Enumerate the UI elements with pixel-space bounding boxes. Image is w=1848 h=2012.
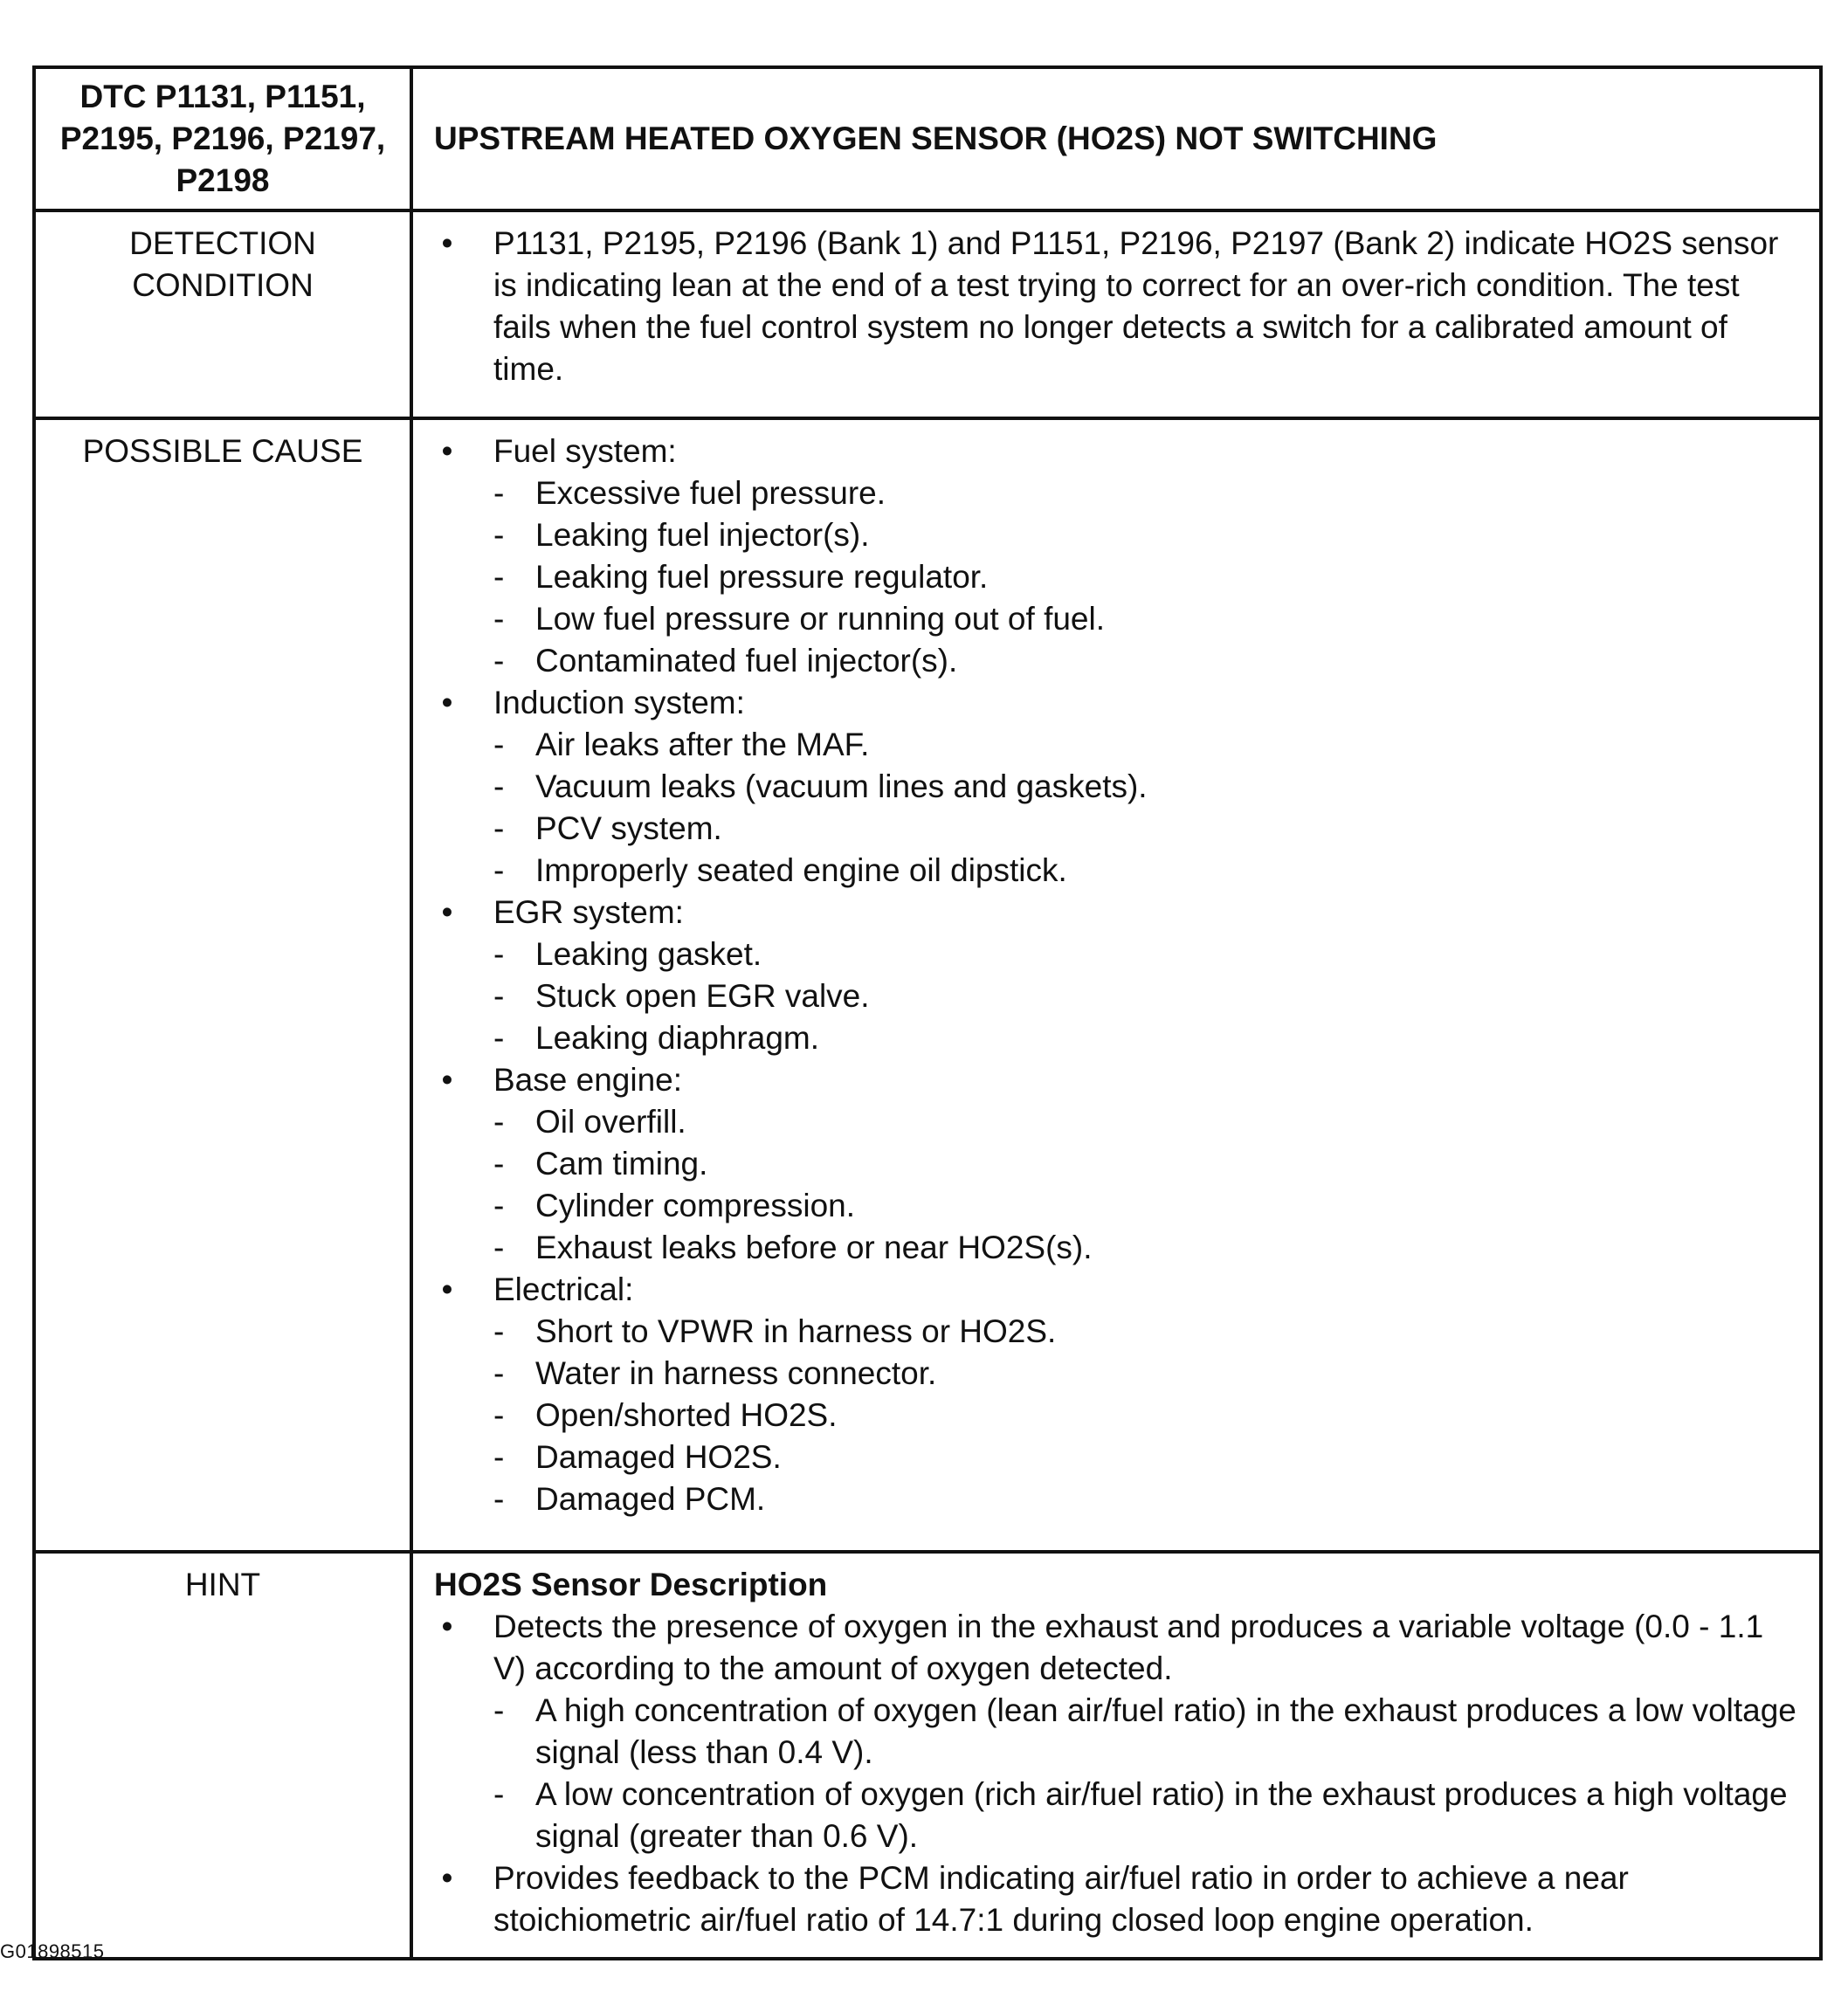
dash-icon: - <box>493 810 505 846</box>
hint-bullet-text: Provides feedback to the PCM indicating air/fuel ratio in order to achieve a near stoichiometric air/fuel ratio of 14.7:1 during closed loop engine operation. <box>493 1860 1629 1938</box>
cause-item <box>434 1478 1798 1520</box>
cause-item <box>434 934 1798 975</box>
cause-group-title: Induction system: <box>493 685 745 720</box>
cause-item-text: Improperly seated engine oil dipstick. <box>535 852 1067 888</box>
cause-item <box>434 556 1798 598</box>
cause-item-text: Low fuel pressure or running out of fuel. <box>535 601 1105 637</box>
dash-icon: - <box>493 1020 505 1056</box>
cause-group-title: Electrical: <box>493 1271 634 1307</box>
cause-item <box>434 724 1798 766</box>
cause-item <box>434 1101 1798 1143</box>
cause-item-text: Exhaust leaks before or near HO2S(s). <box>535 1230 1093 1265</box>
cause-item <box>434 850 1798 892</box>
possible-cause-content <box>411 418 1821 1552</box>
cause-item-text: Open/shorted HO2S. <box>535 1397 838 1433</box>
cause-item-text: Oil overfill. <box>535 1104 686 1140</box>
possible-cause-row <box>34 418 1821 1552</box>
cause-item-text: PCV system. <box>535 810 722 846</box>
cause-item-text: Contaminated fuel injector(s). <box>535 643 958 679</box>
dash-icon: - <box>493 1355 505 1391</box>
dash-icon: - <box>493 727 505 762</box>
cause-item-text: Damaged HO2S. <box>535 1439 782 1475</box>
dash-icon: - <box>493 1146 505 1182</box>
cause-item-text: Excessive fuel pressure. <box>535 475 886 511</box>
bullet-icon: • <box>441 1860 453 1896</box>
cause-item <box>434 1017 1798 1059</box>
dtc-codes-cell: DTC P1131, P1151, P2195, P2196, P2197, P2198 <box>34 67 411 210</box>
cause-item-text: Water in harness connector. <box>535 1355 937 1391</box>
cause-item <box>434 640 1798 682</box>
bullet-icon: • <box>441 1062 453 1098</box>
detection-row <box>34 210 1821 418</box>
cause-item-text: Vacuum leaks (vacuum lines and gaskets). <box>535 768 1148 804</box>
cause-item-text: Cam timing. <box>535 1146 708 1182</box>
cause-item-text: Damaged PCM. <box>535 1481 766 1517</box>
dash-icon: - <box>493 1397 505 1433</box>
cause-item <box>434 975 1798 1017</box>
hint-content <box>411 1552 1821 1959</box>
bullet-icon: • <box>441 685 453 720</box>
cause-item <box>434 598 1798 640</box>
cause-group <box>434 892 1798 934</box>
cause-item <box>434 1227 1798 1269</box>
cause-item-text: Leaking diaphragm. <box>535 1020 819 1056</box>
figure-code: G01898515 <box>0 1940 105 1962</box>
cause-item <box>434 1395 1798 1437</box>
dash-icon: - <box>493 1313 505 1349</box>
dash-icon: - <box>493 517 505 553</box>
cause-group <box>434 682 1798 724</box>
hint-bullet-text: Detects the presence of oxygen in the exhaust and produces a variable voltage (0.0 - 1.1 V) according to the amount of oxygen detected. <box>493 1609 1764 1686</box>
hint-row <box>34 1552 1821 1959</box>
cause-item <box>434 514 1798 556</box>
dash-icon: - <box>493 1692 505 1728</box>
dash-icon: - <box>493 1439 505 1475</box>
hint-bullet <box>434 1857 1798 1941</box>
cause-group <box>434 431 1798 472</box>
cause-item-text: Cylinder compression. <box>535 1188 856 1223</box>
cause-item <box>434 1185 1798 1227</box>
bullet-icon: • <box>441 1271 453 1307</box>
bullet-icon: • <box>441 433 453 469</box>
dash-icon: - <box>493 559 505 595</box>
cause-group <box>434 1269 1798 1311</box>
dash-icon: - <box>493 643 505 679</box>
cause-group-title: Fuel system: <box>493 433 677 469</box>
header-row <box>34 67 1821 210</box>
bullet-icon: • <box>441 894 453 930</box>
cause-group-title: Base engine: <box>493 1062 683 1098</box>
dash-icon: - <box>493 1776 505 1812</box>
cause-item <box>434 808 1798 850</box>
dash-icon: - <box>493 978 505 1014</box>
possible-cause-label: POSSIBLE CAUSE <box>34 418 411 1552</box>
cause-list <box>434 431 1798 1520</box>
cause-item-text: Leaking fuel injector(s). <box>535 517 870 553</box>
detection-bullet <box>434 223 1798 390</box>
dash-icon: - <box>493 1104 505 1140</box>
cause-item <box>434 1311 1798 1353</box>
hint-sub-text: A high concentration of oxygen (lean air/fuel ratio) in the exhaust produces a low voltage signal (less than 0.4 V). <box>535 1692 1796 1770</box>
cause-item-text: Air leaks after the MAF. <box>535 727 870 762</box>
dash-icon: - <box>493 852 505 888</box>
hint-bullet <box>434 1606 1798 1690</box>
dash-icon: - <box>493 1230 505 1265</box>
detection-text: P1131, P2195, P2196 (Bank 1) and P1151, P2196, P2197 (Bank 2) indicate HO2S sensor is indicating lean at the end of a test trying to correct for an over-rich condition. The test fails when the fuel control system no longer detects a switch for a calibrated amount of time. <box>493 225 1779 387</box>
cause-item <box>434 1437 1798 1478</box>
hint-sub-item <box>434 1774 1798 1857</box>
cause-item <box>434 1353 1798 1395</box>
cause-item-text: Leaking fuel pressure regulator. <box>535 559 989 595</box>
cause-item <box>434 766 1798 808</box>
cause-item-text: Stuck open EGR valve. <box>535 978 870 1014</box>
hint-title: HO2S Sensor Description <box>434 1567 828 1602</box>
dash-icon: - <box>493 601 505 637</box>
cause-group-title: EGR system: <box>493 894 684 930</box>
dtc-table <box>32 65 1823 1960</box>
dash-icon: - <box>493 475 505 511</box>
cause-item-text: Leaking gasket. <box>535 936 762 972</box>
dash-icon: - <box>493 1481 505 1517</box>
cause-group <box>434 1059 1798 1101</box>
detection-label: DETECTION CONDITION <box>34 210 411 418</box>
dash-icon: - <box>493 936 505 972</box>
dash-icon: - <box>493 1188 505 1223</box>
dash-icon: - <box>493 768 505 804</box>
cause-item <box>434 1143 1798 1185</box>
cause-item <box>434 472 1798 514</box>
dtc-title-cell: UPSTREAM HEATED OXYGEN SENSOR (HO2S) NOT SWITCHING <box>411 67 1821 210</box>
cause-item-text: Short to VPWR in harness or HO2S. <box>535 1313 1057 1349</box>
detection-content <box>411 210 1821 418</box>
bullet-icon: • <box>441 1609 453 1644</box>
bullet-icon: • <box>441 225 453 261</box>
hint-sub-item <box>434 1690 1798 1774</box>
hint-sub-text: A low concentration of oxygen (rich air/fuel ratio) in the exhaust produces a high voltage signal (greater than 0.6 V). <box>535 1776 1788 1854</box>
hint-label: HINT <box>34 1552 411 1959</box>
